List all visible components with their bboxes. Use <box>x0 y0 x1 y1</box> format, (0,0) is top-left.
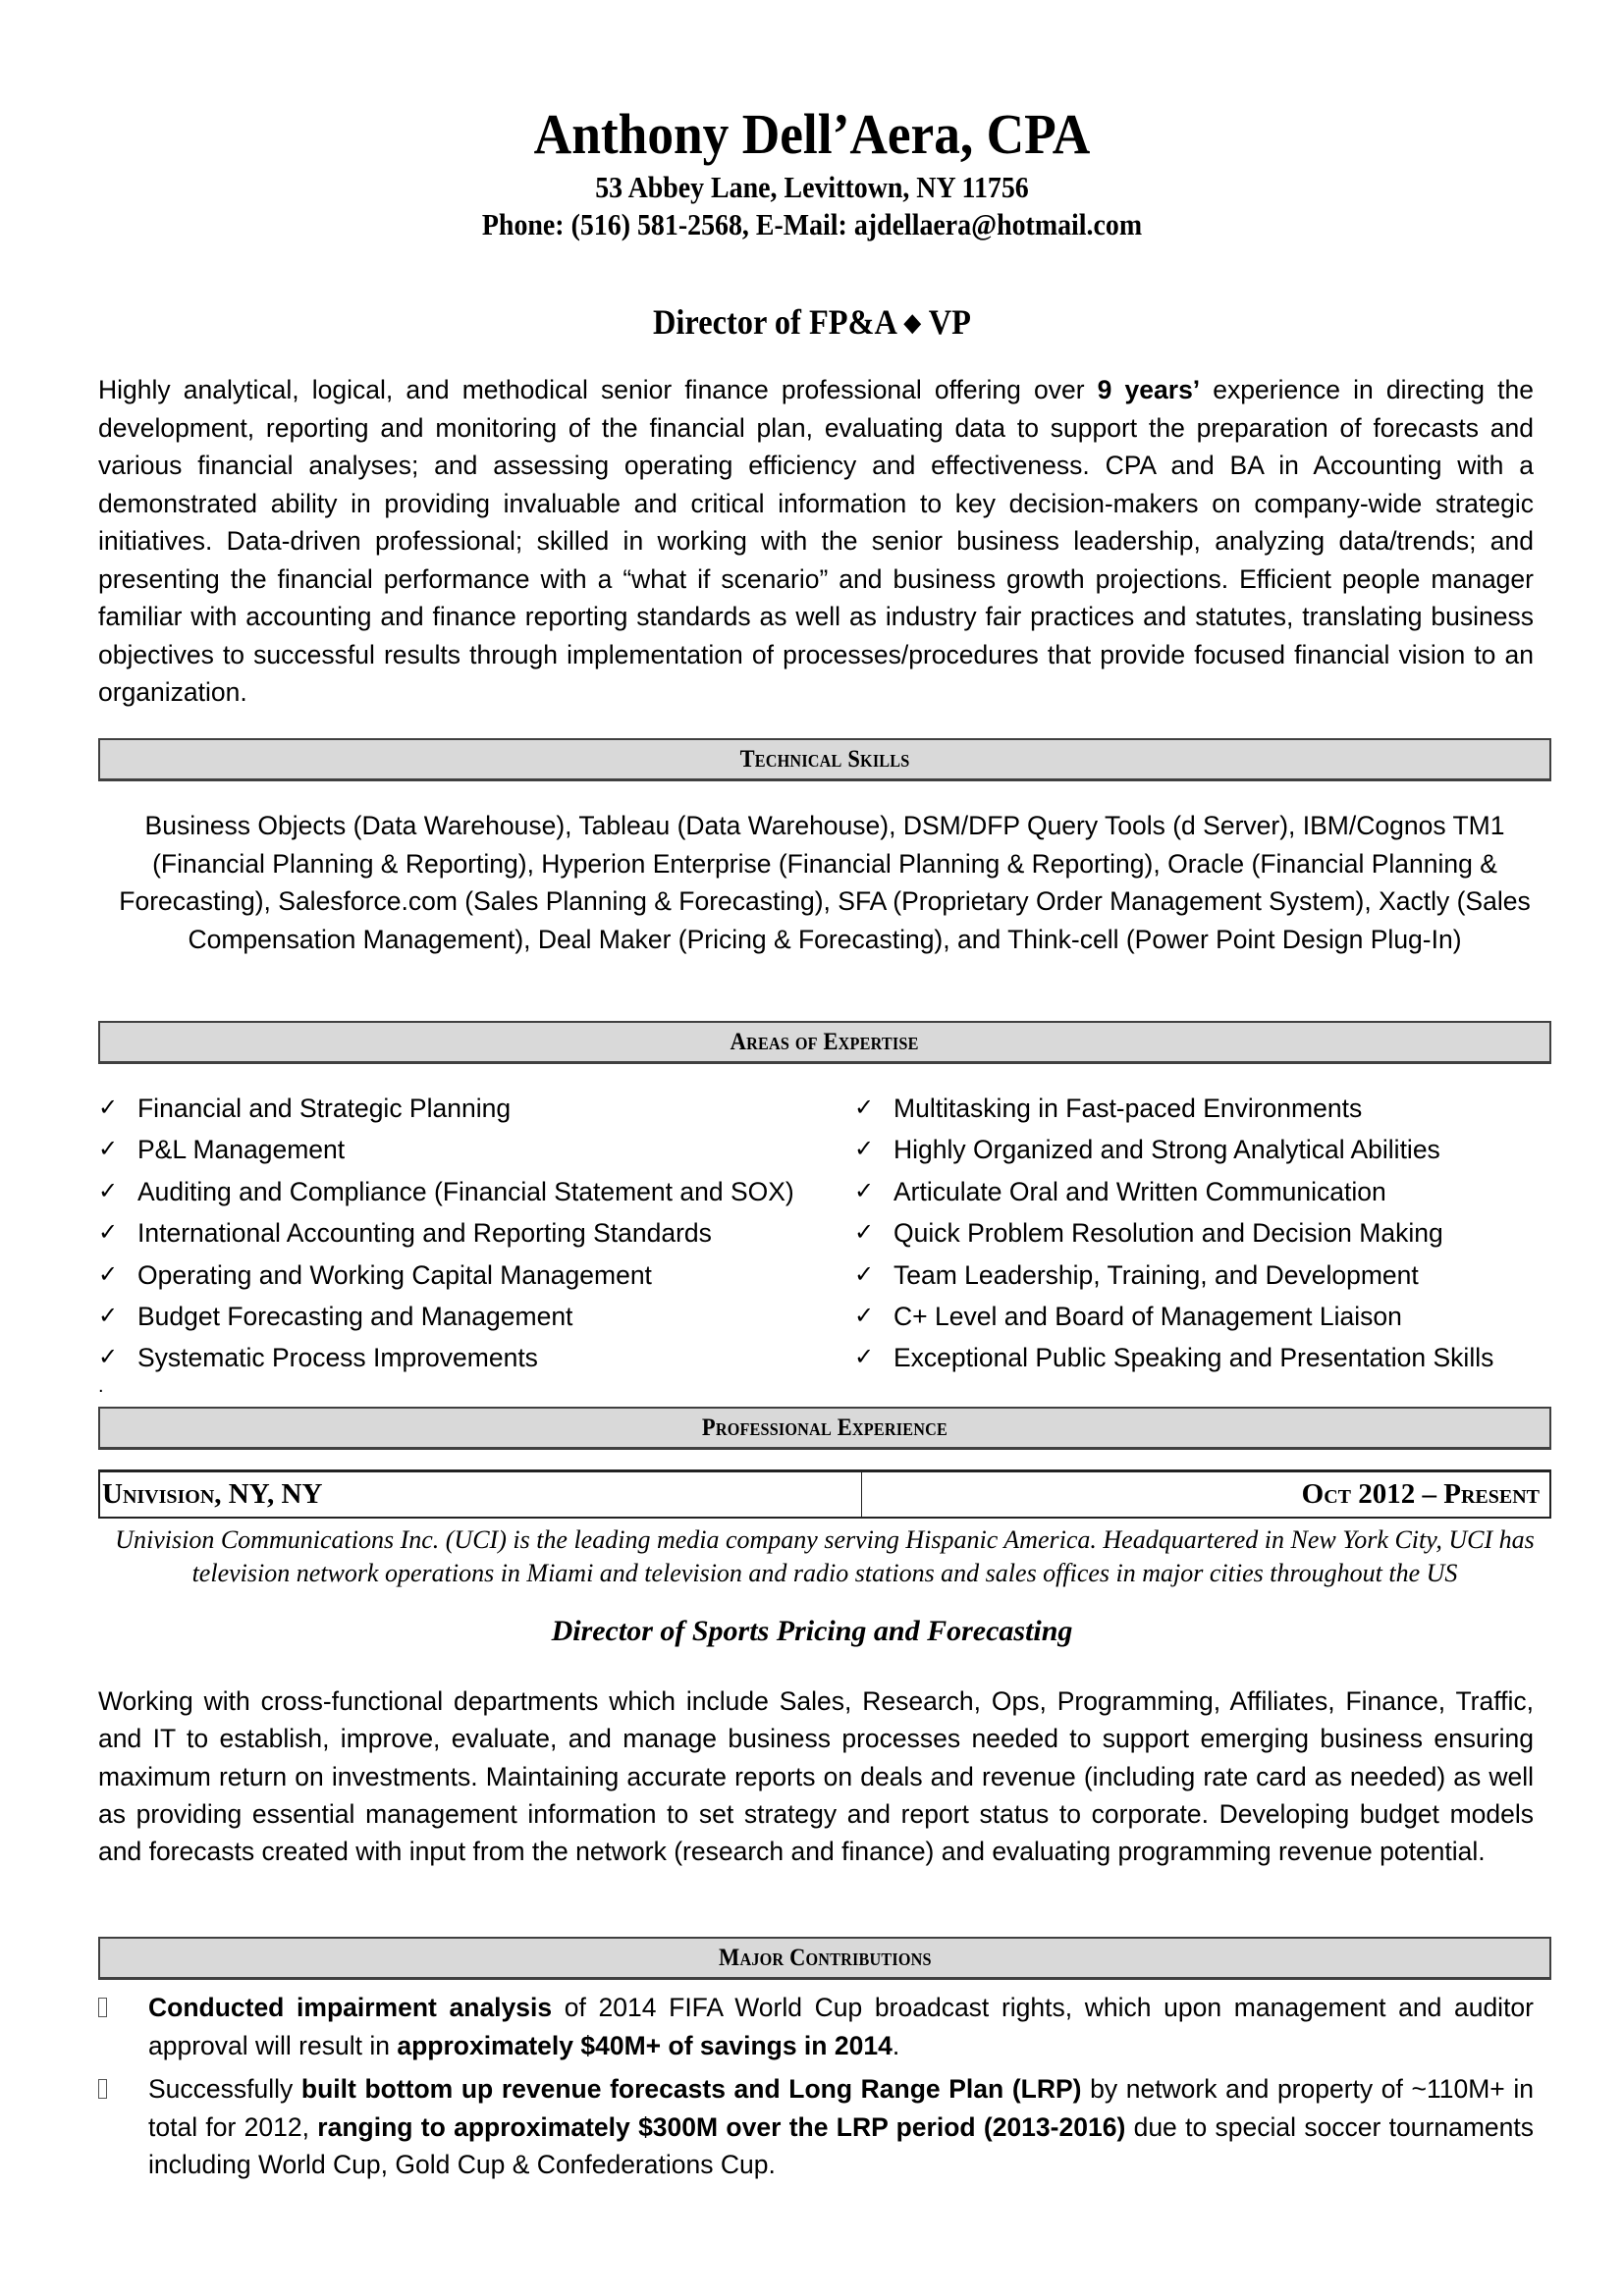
contribution-text <box>148 2070 1534 2184</box>
expertise-label: Systematic Process Improvements <box>137 1343 538 1373</box>
checkmark-icon: ✓ <box>98 1344 119 1371</box>
checkmark-icon: ✓ <box>854 1260 875 1288</box>
contribution-highlight: built bottom up revenue forecasts and Long Range Plan (LRP) <box>300 2074 1082 2104</box>
section-title: Major Contributions <box>718 1945 932 1971</box>
contact-info: Phone: (516) 581-2568, E-Mail: ajdellaera@hotmail.com <box>481 207 1143 241</box>
expertise-label: Exceptional Public Speaking and Presentation Skills <box>893 1343 1494 1373</box>
checkmark-icon: ✓ <box>98 1136 119 1163</box>
summary-text-2: experience in directing the development, reporting and monitoring of the financial plan, evaluating data to support the preparation of forecasts and various financial analyses; and assessing operating efficiency and effectiveness. CPA and BA in Accounting with a demonstrated ability in providing invaluable and critical information to key decision-makers on company-wide strategic initiatives. Data-driven professional; skilled in working with the senior business leadership, analyzing data/trends; and presenting the financial performance with a “what if scenario” and business growth projections. Efficient people manager familiar with accounting and finance reporting standards as well as industry fair practices and statutes, translating business objectives to successful results through implementation of processes/procedures that provide focused financial vision to an organization. <box>98 375 1534 707</box>
contribution-segment: of 2014 FIFA World Cup broadcast rights, which upon management and auditor approval will result in <box>148 1993 1534 2060</box>
expertise-item <box>854 1255 1551 1296</box>
stray-period: . <box>98 1375 104 1397</box>
section-title: Areas of Expertise <box>731 1029 919 1055</box>
expertise-label: Auditing and Compliance (Financial Statement and SOX) <box>137 1176 794 1206</box>
checkmark-icon: ✓ <box>854 1219 875 1247</box>
expertise-item <box>98 1296 854 1337</box>
expertise-item <box>854 1171 1551 1212</box>
checkmark-icon: ✓ <box>98 1219 119 1247</box>
checkmark-icon: ✓ <box>854 1095 875 1121</box>
contribution-segment: . <box>892 2030 900 2060</box>
contribution-segment: Successfully <box>148 2074 301 2104</box>
missing-glyph-bullet-icon <box>98 1989 148 2064</box>
address: 53 Abbey Lane, Levittown, NY 11756 <box>595 170 1029 204</box>
summary-text-1: Highly analytical, logical, and methodical senior finance professional offering over <box>98 375 1098 404</box>
section-header-professional-experience <box>98 1407 1551 1450</box>
summary-years-highlight: 9 years’ <box>1097 375 1201 404</box>
expertise-label: P&L Management <box>137 1135 346 1165</box>
headline <box>81 300 1543 345</box>
checkmark-icon: ✓ <box>854 1302 875 1329</box>
expertise-item <box>854 1296 1551 1337</box>
diamond-separator-icon: ◆ <box>903 308 922 337</box>
contribution-highlight: Conducted impairment analysis <box>148 1993 553 2022</box>
checkmark-icon: ✓ <box>98 1177 119 1204</box>
expertise-label: Budget Forecasting and Management <box>137 1301 573 1331</box>
candidate-name: Anthony Dell’Aera, CPA <box>533 102 1091 166</box>
checkmark-icon: ✓ <box>854 1344 875 1371</box>
section-header-areas-of-expertise <box>98 1021 1551 1064</box>
role-description: Working with cross-functional departments which include Sales, Research, Ops, Programming, Affiliates, Finance, Traffic, and IT to establish, improve, evaluate, and manage business processes needed to support emerging business ensuring maximum return on investments. Maintaining accurate reports on deals and revenue (including rate card as needed) as well as providing essential management information to set strategy and report status to corporate. Developing budget models and forecasts created with input from the network (research and finance) and evaluating programming revenue potential. <box>98 1686 1534 1867</box>
professional-summary <box>98 371 1534 712</box>
section-title: Professional Experience <box>701 1415 948 1441</box>
expertise-label: Quick Problem Resolution and Decision Making <box>893 1218 1443 1249</box>
contribution-highlight: approximately $40M+ of savings in 2014 <box>397 2030 893 2060</box>
contribution-text <box>148 1989 1534 2064</box>
headline-title: Director of FP&A <box>653 302 896 342</box>
expertise-label: Financial and Strategic Planning <box>137 1094 512 1123</box>
checkmark-icon: ✓ <box>98 1095 119 1121</box>
contribution-highlight: ranging to approximately $300M over the LRP period (2013-2016) <box>317 2111 1126 2142</box>
role-title: Director of Sports Pricing and Forecasting <box>551 1615 1073 1647</box>
contribution-item <box>98 2070 1534 2184</box>
company-name: Univision, NY, NY <box>100 1472 862 1517</box>
expertise-label: Articulate Oral and Written Communication <box>893 1176 1386 1206</box>
expertise-item <box>98 1171 854 1212</box>
expertise-label: C+ Level and Board of Management Liaison <box>893 1301 1402 1331</box>
expertise-column-left <box>98 1088 854 1379</box>
expertise-label: Operating and Working Capital Management <box>137 1259 652 1290</box>
contribution-item <box>98 1989 1534 2064</box>
expertise-item <box>854 1337 1551 1378</box>
contribution-segment: by network and property of ~110M+ in total for 2012, <box>148 2074 1535 2142</box>
employment-dates: Oct 2012 – Present <box>1301 1478 1540 1510</box>
expertise-label: Multitasking in Fast-paced Environments <box>893 1094 1363 1123</box>
company-description: Univision Communications Inc. (UCI) is the leading media company serving Hispanic America. Headquartered in New York City, UCI has television network operations in Miami and television and radio stations and sales offices in major cities throughout the US <box>115 1525 1535 1587</box>
expertise-item <box>98 1212 854 1254</box>
expertise-label: International Accounting and Reporting Standards <box>137 1218 712 1249</box>
expertise-item <box>854 1088 1551 1129</box>
checkmark-icon: ✓ <box>98 1260 119 1288</box>
expertise-item <box>98 1088 854 1129</box>
expertise-column-right <box>854 1088 1551 1379</box>
checkmark-icon: ✓ <box>854 1136 875 1163</box>
expertise-item <box>854 1129 1551 1170</box>
job-header-row <box>98 1469 1551 1519</box>
headline-subtitle: VP <box>928 302 971 342</box>
expertise-item <box>98 1337 854 1378</box>
expertise-item <box>854 1212 1551 1254</box>
checkmark-icon: ✓ <box>98 1302 119 1329</box>
missing-glyph-bullet-icon <box>98 2070 148 2184</box>
expertise-item <box>98 1129 854 1170</box>
contribution-segment: due to special soccer tournaments including World Cup, Gold Cup & Confederations Cup. <box>148 2111 1534 2179</box>
major-contributions-list <box>98 1989 1534 2190</box>
expertise-item <box>98 1255 854 1296</box>
technical-skills-text: Business Objects (Data Warehouse), Tableau (Data Warehouse), DSM/DFP Query Tools (d Server), IBM/Cognos TM1 (Financial Planning & Reporting), Hyperion Enterprise (Financial Planning & Reporting), Oracle (Financial Planning & Forecasting), Salesforce.com (Sales Planning & Forecasting), SFA (Proprietary Order Management System), Xactly (Sales Compensation Management), Deal Maker (Pricing & Forecasting), and Think-cell (Power Point Design Plug-In) <box>119 811 1531 954</box>
expertise-label: Team Leadership, Training, and Development <box>893 1259 1419 1290</box>
section-header-major-contributions <box>98 1937 1551 1980</box>
expertise-label: Highly Organized and Strong Analytical Abilities <box>893 1135 1440 1165</box>
section-header-technical-skills <box>98 738 1551 781</box>
section-title: Technical Skills <box>739 746 910 773</box>
checkmark-icon: ✓ <box>854 1177 875 1204</box>
